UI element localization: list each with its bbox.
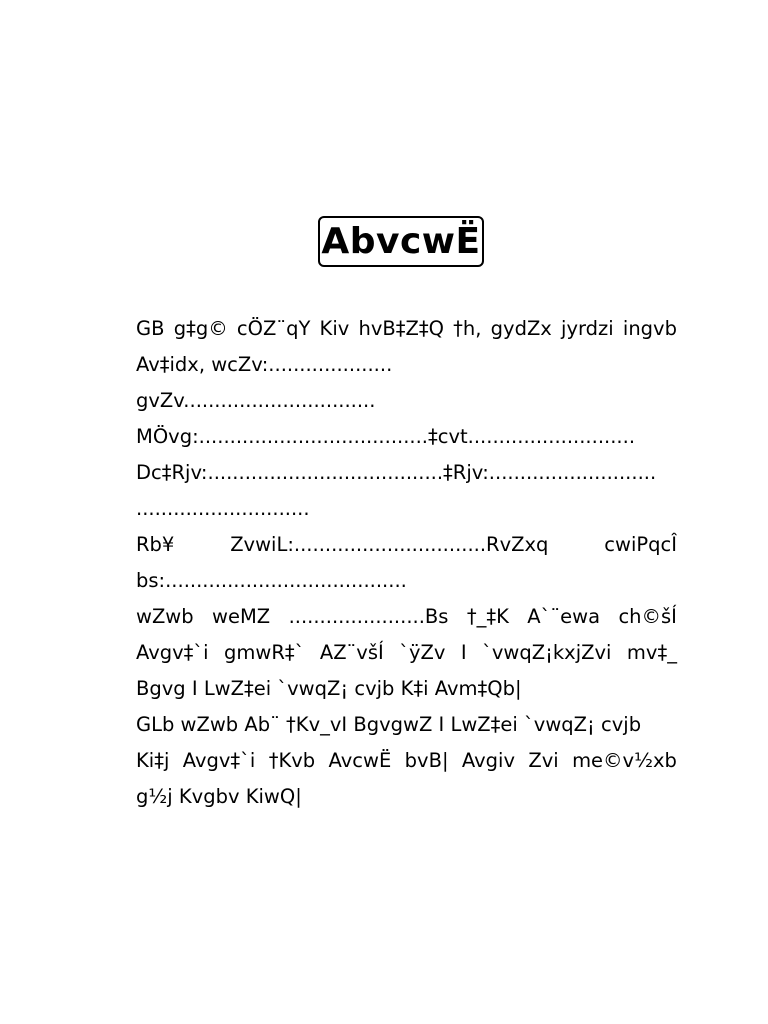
word: ZvwiL:...............................RvZxq — [230, 533, 549, 556]
word: AvcwË — [328, 749, 392, 772]
word: Ki‡j — [136, 749, 170, 772]
village-post-line: MÖvg:.....................................‡cvt........................... — [136, 425, 636, 448]
document-title-box — [318, 216, 484, 267]
word: Zvi — [528, 749, 559, 772]
word: †h, — [453, 317, 482, 340]
body-line-10 — [136, 635, 677, 671]
body-line-14: g½j Kvgbv KiwQ| — [136, 785, 302, 808]
word: †_‡K — [466, 605, 509, 628]
word: `vwqZ¡kxjZvi — [482, 641, 612, 664]
word: GB — [136, 317, 165, 340]
word: g‡g© — [173, 317, 228, 340]
word: Rb¥ — [136, 533, 175, 556]
father-name-line: Av‡idx, wcZv:.................... — [136, 353, 393, 376]
word: ch©šÍ — [618, 605, 677, 628]
word: cÖZ¨qY — [236, 317, 311, 340]
word: weMZ — [212, 605, 271, 628]
word: ......................Bs — [288, 605, 449, 628]
birthdate-nid-line — [136, 527, 677, 563]
word: Avgv‡`i — [182, 749, 256, 772]
document-body — [136, 311, 677, 815]
word: I — [460, 641, 467, 664]
word: hvB‡Z‡Q — [358, 317, 444, 340]
body-line-1 — [136, 311, 677, 347]
blank-line: ............................ — [136, 497, 310, 520]
word: gydZx — [490, 317, 552, 340]
word: AZ¨všÍ — [319, 641, 384, 664]
word: mv‡_ — [626, 641, 677, 664]
word: Avgv‡`i — [136, 641, 209, 664]
word: Avgiv — [461, 749, 515, 772]
word: ingvb — [622, 317, 677, 340]
body-line-12: GLb wZwb Ab¨ †Kv_vI BgvgwZ I LwZ‡ei `vwqZ¡ cvjb — [136, 713, 642, 736]
body-line-11: Bgvg I LwZ‡ei `vwqZ¡ cvjb K‡i Avm‡Qb| — [136, 677, 522, 700]
word: bvB| — [404, 749, 449, 772]
mother-name-line: gvZv............................... — [136, 389, 376, 412]
document-title: AbvcwË — [321, 220, 481, 262]
body-line-13 — [136, 743, 677, 779]
nid-number-line: bs:....................................... — [136, 569, 407, 592]
upazila-district-line: Dc‡Rjv:......................................‡Rjv:........................... — [136, 461, 657, 484]
word: me©v½xb — [572, 749, 677, 772]
word: A`¨ewa — [527, 605, 601, 628]
word: †Kvb — [268, 749, 316, 772]
word: jyrdzi — [561, 317, 614, 340]
body-line-9 — [136, 599, 677, 635]
word: `ÿZv — [399, 641, 446, 664]
word: wZwb — [136, 605, 194, 628]
word: gmwR‡` — [224, 641, 305, 664]
word: cwiPqcÎ — [604, 533, 677, 556]
word: Kiv — [319, 317, 350, 340]
